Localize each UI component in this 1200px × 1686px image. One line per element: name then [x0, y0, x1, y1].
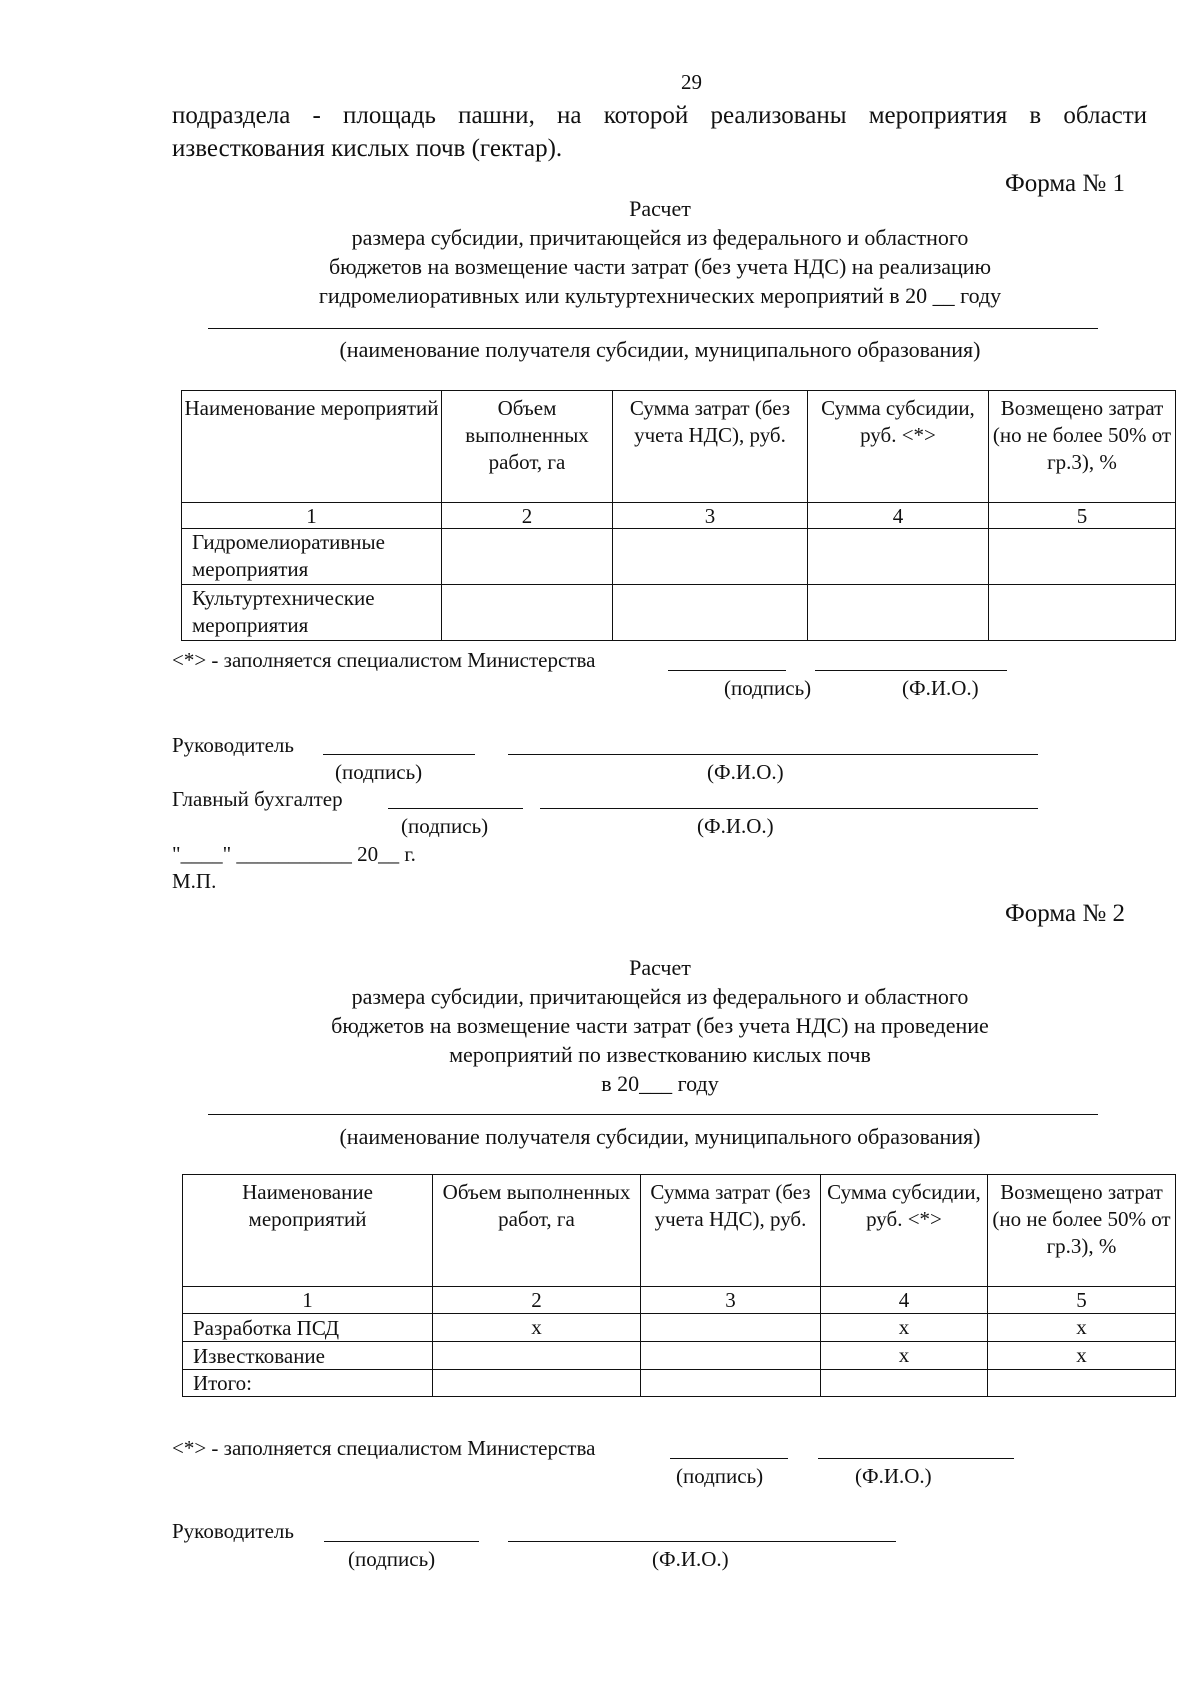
- form1-cell: [808, 585, 989, 641]
- form2-footnote-fio-line: [818, 1458, 1014, 1459]
- form2-header-name: Наименование мероприятий: [183, 1175, 433, 1287]
- form2-footnote-sig: (подпись): [676, 1464, 764, 1488]
- form2-header-reimbursed: Возмещено затрат (но не более 50% от гр.3), %: [988, 1175, 1176, 1287]
- form1-cell: [442, 585, 613, 641]
- form2-cell: [988, 1370, 1176, 1397]
- form2-colnum: 1: [183, 1287, 433, 1314]
- form1-accountant-sig-line: [388, 808, 523, 809]
- form2-recipient-caption: (наименование получателя субсидии, муниципального образования): [339, 1124, 981, 1149]
- form2-header-cost: Сумма затрат (без учета НДС), руб.: [641, 1175, 821, 1287]
- form2-head-sig: (подпись): [348, 1547, 436, 1571]
- form2-subtitle-2: бюджетов на возмещение части затрат (без учета НДС) на проведение: [331, 1013, 989, 1038]
- form2-cell: [433, 1342, 641, 1370]
- form1-header-volume: Объем выполненных работ, га: [442, 391, 613, 503]
- form1-recipient-line: [208, 328, 1098, 329]
- form2-table: [182, 1174, 1176, 1397]
- form2-header-subsidy: Сумма субсидии, руб. <*>: [821, 1175, 988, 1287]
- form2-row-name: Известкование: [183, 1342, 433, 1370]
- form2-recipient-line: [208, 1114, 1098, 1115]
- form1-title: Расчет: [629, 196, 691, 221]
- form2-colnum: 4: [821, 1287, 988, 1314]
- form2-cell: х: [988, 1342, 1176, 1370]
- form2-subtitle-4: в 20___ году: [601, 1071, 719, 1096]
- form2-cell: [821, 1370, 988, 1397]
- table-row: [183, 1314, 1176, 1342]
- form1-colnum: 2: [442, 503, 613, 529]
- form1-head-sig-line: [323, 754, 475, 755]
- form1-row-name: Гидромелиоративные мероприятия: [182, 529, 442, 585]
- form2-row-name: Разработка ПСД: [183, 1314, 433, 1342]
- form1-cell: [989, 529, 1176, 585]
- form2-label: Форма № 2: [1005, 900, 1125, 927]
- form1-colnum: 5: [989, 503, 1176, 529]
- form2-cell: [641, 1342, 821, 1370]
- form2-colnum: 5: [988, 1287, 1176, 1314]
- form1-accountant-sig: (подпись): [401, 814, 489, 838]
- form1-head-fio: (Ф.И.О.): [707, 760, 784, 784]
- form1-head-sig: (подпись): [335, 760, 423, 784]
- form1-table: [181, 390, 1176, 641]
- form2-cell: х: [433, 1314, 641, 1342]
- form2-footnote-sig-line: [670, 1458, 788, 1459]
- form1-subtitle-1: размера субсидии, причитающейся из федерального и областного: [351, 225, 969, 250]
- form1-subtitle-2: бюджетов на возмещение части затрат (без учета НДС) на реализацию: [328, 254, 992, 279]
- form1-head-label: Руководитель: [172, 733, 294, 757]
- form1-cell: [442, 529, 613, 585]
- form2-cell: х: [988, 1314, 1176, 1342]
- form1-colnum: 4: [808, 503, 989, 529]
- form1-subtitle-3: гидромелиоративных или культуртехнических мероприятий в 20 __ году: [318, 283, 1002, 308]
- form1-footnote-fio: (Ф.И.О.): [902, 676, 979, 700]
- table-row: [182, 585, 1176, 641]
- form1-colnum: 3: [613, 503, 808, 529]
- form1-accountant-fio-line: [540, 808, 1038, 809]
- form1-header-subsidy: Сумма субсидии, руб. <*>: [808, 391, 989, 503]
- form2-footnote: <*> - заполняется специалистом Министерства: [172, 1436, 596, 1460]
- form1-footnote-sig: (подпись): [724, 676, 812, 700]
- form2-cell: [433, 1370, 641, 1397]
- form1-date-line: "____" ___________ 20__ г.: [172, 842, 416, 866]
- form2-head-fio: (Ф.И.О.): [652, 1547, 729, 1571]
- page-number: 29: [681, 70, 702, 94]
- form1-header-name: Наименование мероприятий: [182, 391, 442, 503]
- form1-header-cost: Сумма затрат (без учета НДС), руб.: [613, 391, 808, 503]
- form2-cell: [641, 1314, 821, 1342]
- intro-line-1: подраздела - площадь пашни, на которой реализованы мероприятия в области: [172, 102, 1147, 129]
- form1-accountant-label: Главный бухгалтер: [172, 787, 343, 811]
- form1-footnote-fio-line: [815, 670, 1007, 671]
- form2-head-fio-line: [508, 1541, 896, 1542]
- form1-header-reimbursed: Возмещено затрат (но не более 50% от гр.3), %: [989, 391, 1176, 503]
- form1-recipient-caption: (наименование получателя субсидии, муниципального образования): [339, 337, 981, 362]
- form1-head-fio-line: [508, 754, 1038, 755]
- form1-cell: [613, 529, 808, 585]
- form2-header-volume: Объем выполненных работ, га: [433, 1175, 641, 1287]
- table-row: [182, 529, 1176, 585]
- form2-title: Расчет: [629, 955, 691, 980]
- table-row: [183, 1370, 1176, 1397]
- form2-cell: [641, 1370, 821, 1397]
- form1-colnum: 1: [182, 503, 442, 529]
- form2-colnum: 2: [433, 1287, 641, 1314]
- form2-row-name: Итого:: [183, 1370, 433, 1397]
- form1-cell: [613, 585, 808, 641]
- form1-accountant-fio: (Ф.И.О.): [697, 814, 774, 838]
- form1-cell: [808, 529, 989, 585]
- table-row: [183, 1342, 1176, 1370]
- intro-line-2: известкования кислых почв (гектар).: [172, 135, 563, 162]
- form1-seal: М.П.: [172, 869, 217, 893]
- form1-label: Форма № 1: [1005, 170, 1125, 197]
- form2-colnum: 3: [641, 1287, 821, 1314]
- form1-cell: [989, 585, 1176, 641]
- form2-footnote-fio: (Ф.И.О.): [855, 1464, 932, 1488]
- form2-head-sig-line: [324, 1541, 479, 1542]
- form1-row-name: Культуртехнические мероприятия: [182, 585, 442, 641]
- form1-footnote-sig-line: [668, 670, 786, 671]
- form2-head-label: Руководитель: [172, 1519, 294, 1543]
- form2-subtitle-3: мероприятий по известкованию кислых почв: [449, 1042, 871, 1067]
- form1-footnote: <*> - заполняется специалистом Министерства: [172, 648, 596, 672]
- form2-cell: х: [821, 1314, 988, 1342]
- form2-cell: х: [821, 1342, 988, 1370]
- form2-subtitle-1: размера субсидии, причитающейся из федерального и областного: [351, 984, 969, 1009]
